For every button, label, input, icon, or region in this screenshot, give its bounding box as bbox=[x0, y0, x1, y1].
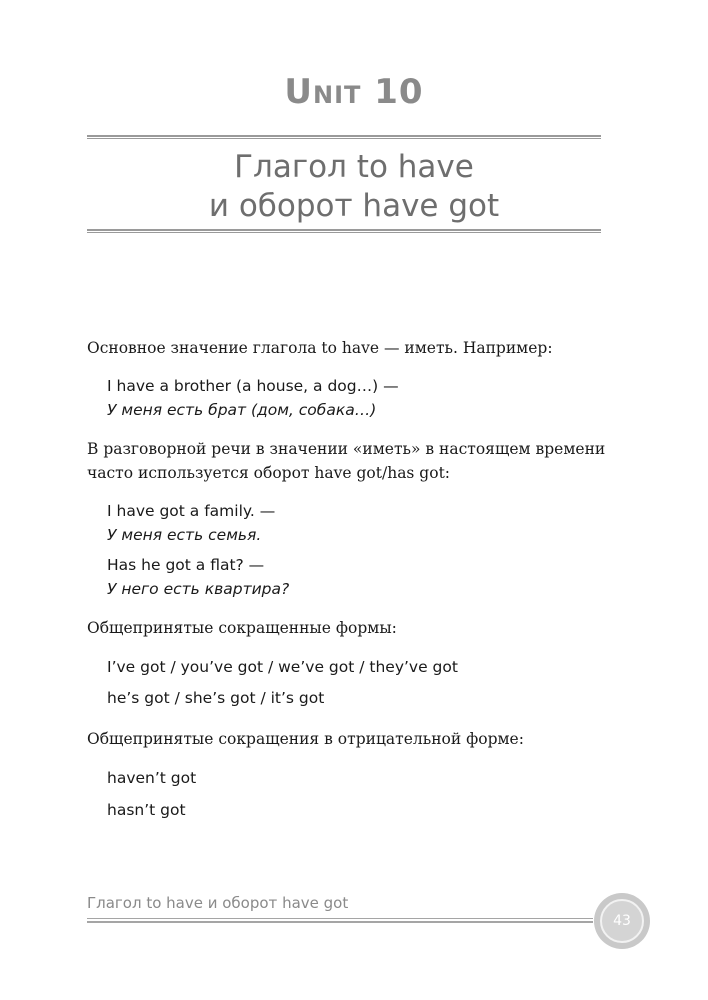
example-3-english: Has he got a flat? — bbox=[107, 556, 265, 574]
example-3 bbox=[107, 553, 289, 601]
example-1-english: I have a brother (a house, a dog…) — bbox=[107, 377, 399, 395]
short-forms-line-2: he’s got / she’s got / it’s got bbox=[107, 689, 325, 707]
negative-form-2: hasn’t got bbox=[107, 801, 186, 819]
example-2 bbox=[107, 499, 275, 547]
paragraph-short-forms: Общепринятые сокращенные формы: bbox=[87, 619, 397, 637]
paragraph-negative-forms: Общепринятые сокращения в отрицательной форме: bbox=[87, 730, 524, 748]
paragraph-intro: Основное значение глагола to have — иметь. Например: bbox=[87, 339, 553, 357]
chapter-title-line-1: Глагол to have bbox=[234, 149, 474, 185]
example-2-english: I have got a family. — bbox=[107, 502, 276, 520]
page-number-badge bbox=[594, 893, 650, 949]
running-title: Глагол to have и оборот have got bbox=[87, 894, 349, 912]
example-1 bbox=[107, 374, 399, 422]
unit-label: Unit 10 bbox=[284, 72, 424, 112]
chapter-title-line-2: и оборот have got bbox=[208, 188, 500, 224]
paragraph-colloquial: В разговорной речи в значении «иметь» в настоящем времени часто используется оборот have got/has got: bbox=[87, 440, 606, 482]
example-3-translation: У него есть квартира? bbox=[107, 580, 290, 598]
page-number: 43 bbox=[600, 899, 644, 943]
negative-form-1: haven’t got bbox=[107, 769, 197, 787]
example-2-translation: У меня есть семья. bbox=[107, 526, 262, 544]
footer-rule bbox=[87, 918, 593, 923]
title-rule-top bbox=[87, 135, 601, 139]
unit-heading bbox=[0, 72, 708, 112]
title-rule-bottom bbox=[87, 229, 601, 233]
chapter-title bbox=[0, 148, 708, 226]
example-1-translation: У меня есть брат (дом, собака…) bbox=[107, 401, 377, 419]
short-forms-line-1: I’ve got / you’ve got / we’ve got / they’ve got bbox=[107, 658, 458, 676]
